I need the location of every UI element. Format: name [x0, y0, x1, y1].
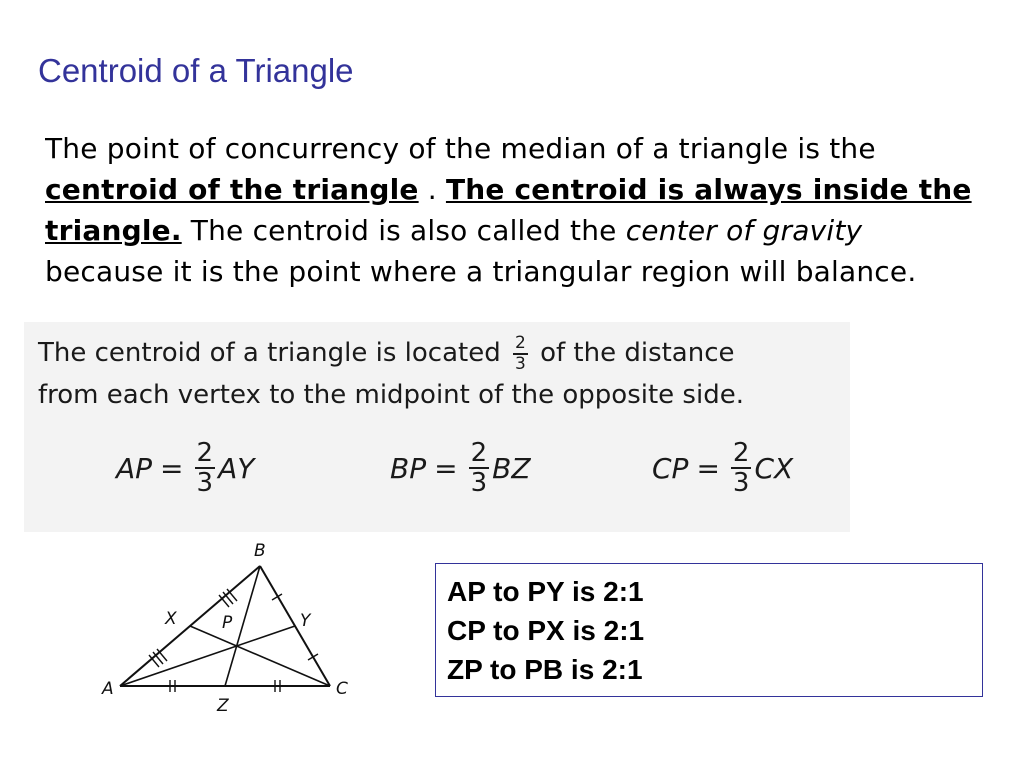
vertex-label-b: B	[254, 541, 266, 561]
equals-sign: =	[434, 451, 458, 485]
theorem-text: of the distance	[540, 338, 735, 368]
equation-fraction	[731, 440, 752, 496]
equation-cp	[652, 440, 793, 496]
equation-bp	[390, 440, 531, 496]
median-ay	[120, 626, 295, 686]
fraction-denominator: 3	[470, 468, 488, 498]
theorem-text: The centroid of a triangle is located	[38, 338, 501, 368]
equation-rhs: BZ	[492, 451, 531, 485]
vertex-label-c: C	[336, 679, 348, 699]
triangle-diagram	[82, 536, 360, 716]
midpoint-label-y: Y	[300, 611, 311, 631]
ratio-box	[435, 563, 983, 697]
midpoint-label-z: Z	[217, 696, 229, 716]
fraction-denominator: 3	[514, 353, 526, 374]
text-segment: because it is the point where a triangular region will balance.	[45, 255, 917, 288]
equation-rhs: AY	[218, 451, 255, 485]
midpoint-label-x: X	[165, 609, 177, 629]
theorem-line-2: from each vertex to the midpoint of the opposite side.	[38, 380, 744, 410]
vertex-label-a: A	[102, 679, 114, 699]
ratio-line: AP to PY is 2:1	[447, 576, 644, 607]
median-cx	[190, 626, 330, 686]
inside-statement: The centroid is always inside the triangle.	[45, 173, 972, 247]
equation-ap	[116, 440, 254, 496]
ratio-line: CP to PX is 2:1	[447, 615, 645, 646]
centroid-term: centroid of the triangle	[45, 173, 419, 206]
equation-lhs: CP	[652, 451, 689, 485]
text-segment: .	[418, 173, 446, 206]
equals-sign: =	[696, 451, 720, 485]
equation-lhs: BP	[390, 451, 427, 485]
fraction-denominator: 3	[196, 468, 214, 498]
theorem-line-1	[38, 332, 744, 374]
fraction-numerator: 2	[732, 438, 750, 468]
equation-fraction	[195, 440, 216, 496]
page-title: Centroid of a Triangle	[38, 52, 354, 89]
fraction-numerator: 2	[196, 438, 214, 468]
fraction-denominator: 3	[732, 468, 750, 498]
definition-paragraph	[45, 128, 975, 320]
fraction-numerator: 2	[470, 438, 488, 468]
fraction-numerator: 2	[514, 332, 526, 353]
theorem-panel	[24, 322, 850, 532]
centroid-label-p: P	[222, 613, 233, 633]
theorem-statement	[38, 332, 744, 416]
text-segment: The centroid is also called the	[181, 214, 626, 247]
two-thirds-fraction	[513, 332, 528, 374]
equation-fraction	[469, 440, 490, 496]
center-of-gravity-term: center of gravity	[625, 214, 863, 247]
ratio-line: ZP to PB is 2:1	[447, 654, 643, 685]
text-segment: The point of concurrency of the median of a triangle is the	[45, 132, 876, 165]
equation-rhs: CX	[754, 451, 794, 485]
equals-sign: =	[160, 451, 184, 485]
equation-lhs: AP	[116, 451, 153, 485]
